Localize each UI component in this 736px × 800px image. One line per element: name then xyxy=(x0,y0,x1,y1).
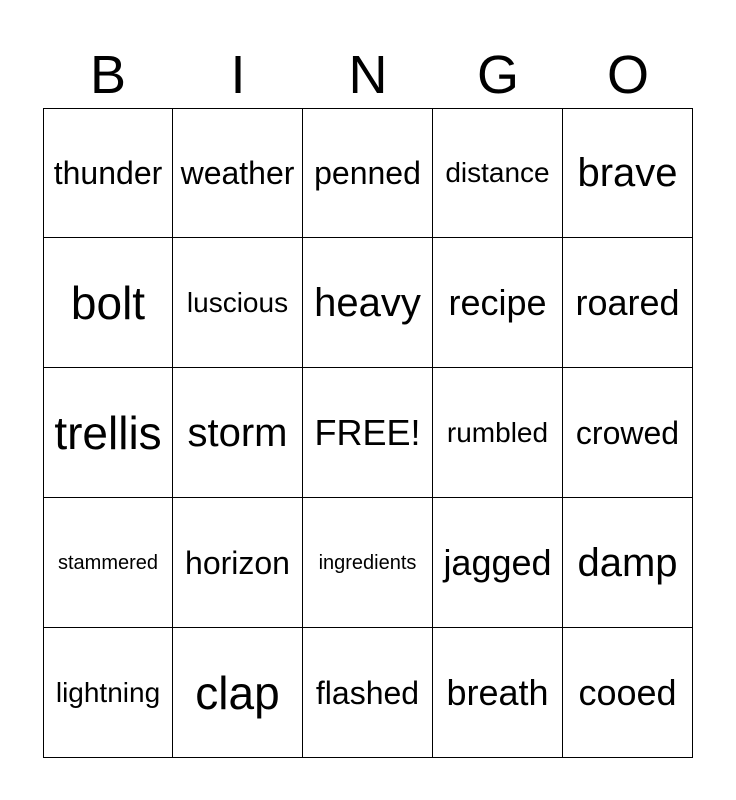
bingo-cell[interactable] xyxy=(43,498,173,628)
bingo-cell[interactable] xyxy=(563,628,693,758)
cell-word: brave xyxy=(577,151,678,195)
bingo-cell[interactable] xyxy=(173,238,303,368)
cell-word: weather xyxy=(180,155,295,191)
bingo-cell[interactable] xyxy=(43,628,173,758)
bingo-cell[interactable] xyxy=(173,498,303,628)
cell-word: crowed xyxy=(575,414,680,451)
cell-word: bolt xyxy=(70,276,146,329)
bingo-cell[interactable] xyxy=(433,368,563,498)
bingo-cell[interactable] xyxy=(563,498,693,628)
cell-word: breath xyxy=(446,671,549,713)
bingo-cell[interactable] xyxy=(563,368,693,498)
cell-word: cooed xyxy=(578,671,677,713)
cell-word: storm xyxy=(187,410,288,455)
cell-word: luscious xyxy=(186,286,289,318)
bingo-cell[interactable] xyxy=(303,108,433,238)
cell-word: flashed xyxy=(315,674,420,711)
free-space-label: FREE! xyxy=(314,411,421,453)
bingo-cell[interactable] xyxy=(43,368,173,498)
cell-word: distance xyxy=(445,157,550,188)
cell-word: damp xyxy=(577,540,678,585)
cell-word: rumbled xyxy=(446,416,549,448)
header-letter-o: O xyxy=(606,45,649,105)
bingo-card xyxy=(43,108,693,758)
bingo-cell[interactable] xyxy=(433,238,563,368)
bingo-cell[interactable] xyxy=(303,498,433,628)
cell-word: thunder xyxy=(53,155,163,191)
cell-word: trellis xyxy=(54,406,162,459)
header-letter-b: B xyxy=(89,45,127,105)
bingo-cell[interactable] xyxy=(433,108,563,238)
header-letter-i: I xyxy=(230,45,246,105)
cell-word: stammered xyxy=(57,551,159,574)
bingo-cell[interactable] xyxy=(303,238,433,368)
cell-word: recipe xyxy=(448,281,547,323)
cell-word: jagged xyxy=(443,541,552,583)
cell-word: clap xyxy=(195,666,280,719)
cell-word: heavy xyxy=(314,280,421,325)
bingo-cell[interactable] xyxy=(563,238,693,368)
cell-word: horizon xyxy=(185,544,290,581)
header-letter-n: N xyxy=(348,45,388,105)
bingo-cell[interactable] xyxy=(173,108,303,238)
cell-word: roared xyxy=(575,281,680,323)
bingo-cell[interactable] xyxy=(433,628,563,758)
bingo-cell[interactable] xyxy=(433,498,563,628)
free-space-cell[interactable] xyxy=(303,368,433,498)
header-letter-g: G xyxy=(476,45,519,105)
cell-word: lightning xyxy=(55,676,161,708)
bingo-cell[interactable] xyxy=(303,628,433,758)
cell-word: penned xyxy=(314,155,421,191)
cell-word: ingredients xyxy=(318,551,417,574)
bingo-cell[interactable] xyxy=(43,238,173,368)
bingo-cell[interactable] xyxy=(173,368,303,498)
bingo-cell[interactable] xyxy=(43,108,173,238)
bingo-cell[interactable] xyxy=(563,108,693,238)
bingo-cell[interactable] xyxy=(173,628,303,758)
bingo-header xyxy=(43,42,693,108)
